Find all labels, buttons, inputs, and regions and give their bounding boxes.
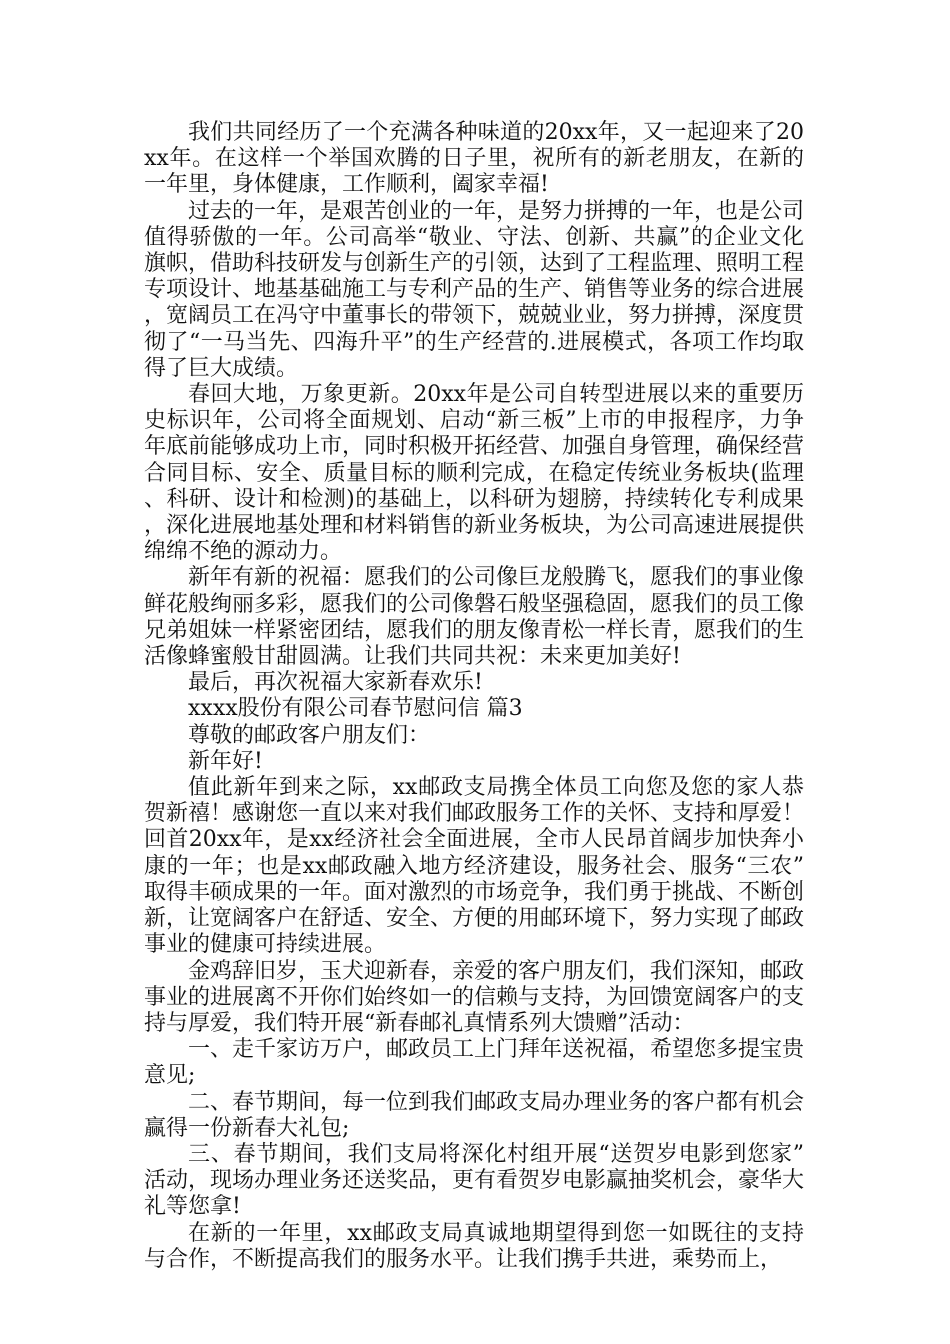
document-body [144,120,804,1273]
letter-salutation: 尊敬的邮政客户朋友们： [188,722,431,748]
letter-greeting: 新年好! [188,748,263,774]
paragraph-new-year-greeting: 我们共同经历了一个充满各种味道的20xx年，又一起迎来了20xx年。在这样一个举国欢腾的日子里，祝所有的新老朋友，在新的一年里，身体健康，工作顺利，阖家幸福! [144,120,804,198]
paragraph-company-plans: 春回大地，万象更新。20xx年是公司自转型进展以来的重要历史标识年，公司将全面规划、启动“新三板”上市的申报程序，力争年底前能够成功上市，同时积极开拓经营、加强自身管理，确保经营合同目标、安全、质量目标的顺利完成，在稳定传统业务板块(监理、科研、设计和检测)的基础上，以科研为翅膀，持续转化专利成果，深化进展地基处理和材料销售的新业务板块，为公司高速进展提供绵绵不绝的源动力。 [144,382,805,565]
section-heading: xxxx股份有限公司春节慰问信 篇3 [188,696,523,722]
paragraph-post-office-review: 值此新年到来之际，xx邮政支局携全体员工向您及您的家人恭贺新禧！感谢您一直以来对我们邮政服务工作的关怀、支持和厚爱！回首20xx年，是xx经济社会全面进展，全市人民昂首阔步加快奔小康的一年；也是xx邮政融入地方经济建设，服务社会、服务“三农”取得丰硕成果的一年。面对激烈的市场竞争，我们勇于挑战、不断创新，让宽阔客户在舒适、安全、方便的用邮环境下，努力实现了邮政事业的健康可持续进展。 [144,775,805,958]
paragraph-activity-intro: 金鸡辞旧岁，玉犬迎新春，亲爱的客户朋友们，我们深知，邮政事业的进展离不开你们始终如一的信赖与支持，为回馈宽阔客户的支持与厚爱，我们特开展“新春邮礼真情系列大馈赠”活动： [144,958,805,1036]
list-item-activity-1: 一、走千家访万户，邮政员工上门拜年送祝福，希望您多提宝贵意见; [144,1037,805,1089]
paragraph-closing: 在新的一年里，xx邮政支局真诚地期望得到您一如既往的支持与合作，不断提高我们的服务水平。让我们携手共进，乘势而上， [144,1220,804,1272]
list-item-activity-2: 二、春节期间，每一位到我们邮政支局办理业务的客户都有机会赢得一份新春大礼包; [144,1089,805,1141]
list-item-activity-3: 三、春节期间，我们支局将深化村组开展“送贺岁电影到您家”活动，现场办理业务还送奖品，更有看贺岁电影赢抽奖机会，豪华大礼等您拿! [144,1141,805,1220]
paragraph-new-year-wishes: 新年有新的祝福：愿我们的公司像巨龙般腾飞，愿我们的事业像鲜花般绚丽多彩，愿我们的公司像磐石般坚强稳固，愿我们的员工像兄弟姐妹一样紧密团结，愿我们的朋友像青松一样长青，愿我们的生活像蜂蜜般甘甜圆满。让我们共同共祝：未来更加美好! [144,565,805,670]
paragraph-closing-wish: 最后，再次祝福大家新春欢乐! [188,670,483,696]
paragraph-past-year-review: 过去的一年，是艰苦创业的一年，是努力拼搏的一年，也是公司值得骄傲的一年。公司高举“敬业、守法、创新、共赢”的企业文化旗帜，借助科技研发与创新生产的引领，达到了工程监理、照明工程专项设计、地基基础施工与专利产品的生产、销售等业务的综合进展，宽阔员工在冯守中董事长的带领下，兢兢业业，努力拼搏，深度贯彻了“一马当先、四海升平”的生产经营的.进展模式，各项工作均取得了巨大成绩。 [144,198,805,381]
